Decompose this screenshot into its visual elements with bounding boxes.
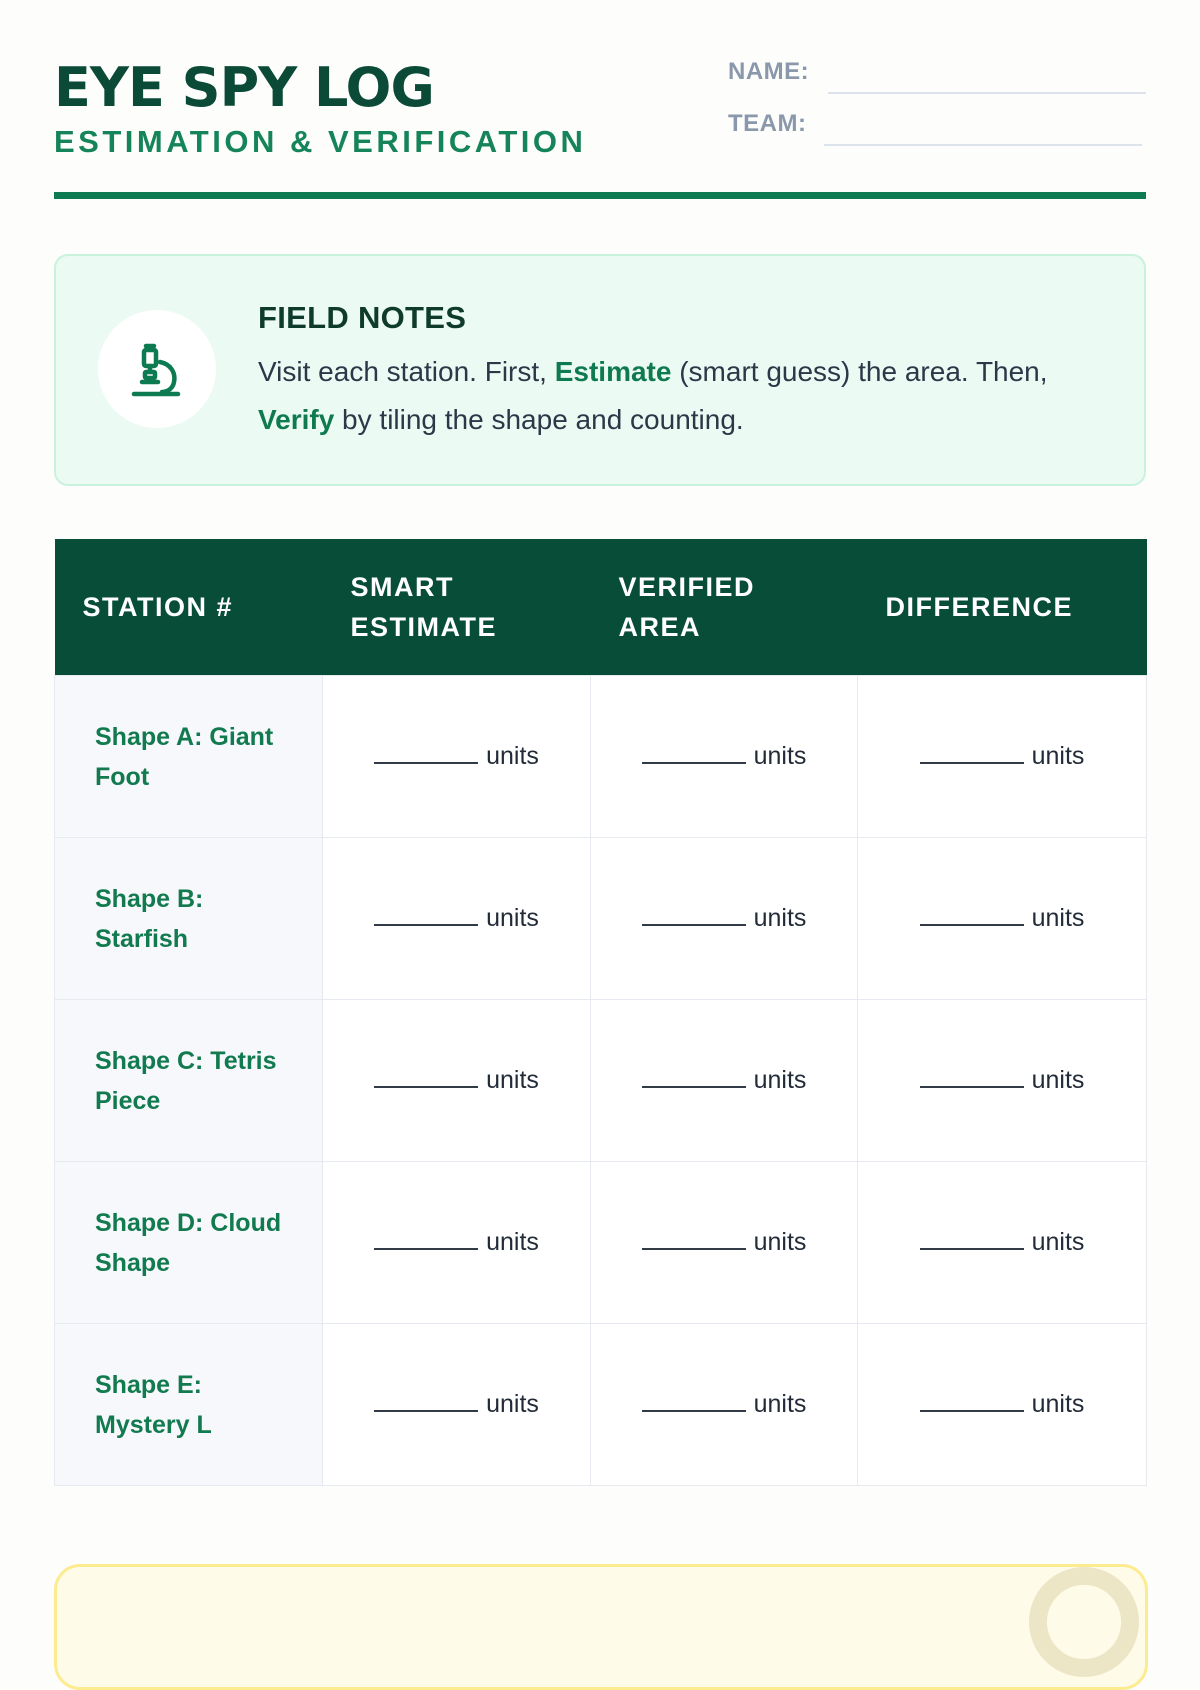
estimate-keyword: Estimate (554, 356, 672, 387)
microscope-icon (124, 336, 190, 402)
answer-blank[interactable] (374, 1248, 478, 1250)
verified-area-cell[interactable] (591, 676, 858, 838)
smart-estimate-cell[interactable] (323, 676, 591, 838)
unit-label: units (753, 742, 807, 770)
unit-label: units (753, 1228, 807, 1256)
difference-cell[interactable] (858, 1000, 1147, 1162)
unit-label: units (1031, 904, 1085, 932)
unit-label: units (1031, 742, 1085, 770)
answer-blank[interactable] (920, 762, 1024, 764)
difference-cell[interactable] (858, 676, 1147, 838)
header-divider (54, 192, 1146, 199)
answer-blank[interactable] (642, 762, 746, 764)
answer-blank[interactable] (642, 1248, 746, 1250)
smart-estimate-cell[interactable] (323, 1162, 591, 1324)
answer-blank[interactable] (642, 924, 746, 926)
verified-area-cell[interactable] (591, 838, 858, 1000)
field-notes-title: FIELD NOTES (258, 300, 467, 335)
name-field[interactable] (728, 54, 1146, 94)
smart-estimate-cell[interactable] (323, 838, 591, 1000)
table-header-row (55, 539, 1147, 676)
smart-estimate-cell[interactable] (323, 1324, 591, 1486)
answer-blank[interactable] (374, 1410, 478, 1412)
unit-label: units (753, 904, 807, 932)
team-line[interactable] (824, 144, 1142, 146)
answer-blank[interactable] (920, 924, 1024, 926)
table-row (55, 676, 1147, 838)
column-header-station: STATION # (55, 539, 323, 676)
answer-blank[interactable] (642, 1086, 746, 1088)
unit-label: units (486, 1390, 539, 1418)
verified-area-cell[interactable] (591, 1162, 858, 1324)
table-row (55, 1000, 1147, 1162)
station-name: Shape E: Mystery L (55, 1324, 323, 1486)
unit-label: units (486, 904, 539, 932)
unit-label: units (1031, 1390, 1085, 1418)
difference-cell[interactable] (858, 838, 1147, 1000)
unit-label: units (1031, 1228, 1085, 1256)
difference-cell[interactable] (858, 1162, 1147, 1324)
table-row (55, 838, 1147, 1000)
station-name: Shape B: Starfish (55, 838, 323, 1000)
table-row (55, 1162, 1147, 1324)
bottom-card (54, 1564, 1148, 1690)
table-row (55, 1324, 1147, 1486)
station-name: Shape A: Giant Foot (55, 676, 323, 838)
station-log-table (54, 539, 1147, 1486)
unit-label: units (486, 742, 539, 770)
unit-label: units (486, 1228, 539, 1256)
answer-blank[interactable] (920, 1248, 1024, 1250)
notes-text-2: (smart guess) the area. Then, (671, 356, 1048, 387)
field-notes-card (54, 254, 1146, 486)
answer-blank[interactable] (374, 1086, 478, 1088)
unit-label: units (1031, 1066, 1085, 1094)
verified-area-cell[interactable] (591, 1324, 858, 1486)
unit-label: units (753, 1066, 807, 1094)
station-name: Shape C: Tetris Piece (55, 1000, 323, 1162)
decorative-circle (1029, 1567, 1139, 1677)
header (54, 0, 1146, 200)
unit-label: units (753, 1390, 807, 1418)
column-header-smart-estimate: SMART ESTIMATE (323, 539, 591, 676)
smart-estimate-cell[interactable] (323, 1000, 591, 1162)
team-field[interactable] (728, 106, 1146, 146)
column-header-difference: DIFFERENCE (858, 539, 1147, 676)
answer-blank[interactable] (374, 924, 478, 926)
column-header-verified-area: VERIFIED AREA (591, 539, 858, 676)
answer-blank[interactable] (920, 1086, 1024, 1088)
notes-text-3: by tiling the shape and counting. (334, 404, 744, 435)
page-title: EYE SPY LOG (54, 56, 434, 119)
name-line[interactable] (828, 92, 1146, 94)
verify-keyword: Verify (258, 404, 335, 435)
answer-blank[interactable] (374, 762, 478, 764)
station-name: Shape D: Cloud Shape (55, 1162, 323, 1324)
answer-blank[interactable] (920, 1410, 1024, 1412)
answer-blank[interactable] (642, 1410, 746, 1412)
field-notes-text (258, 348, 1118, 444)
notes-text-1: Visit each station. First, (258, 356, 555, 387)
difference-cell[interactable] (858, 1324, 1147, 1486)
unit-label: units (486, 1066, 539, 1094)
page-subtitle: ESTIMATION & VERIFICATION (54, 124, 587, 159)
team-label: TEAM: (728, 110, 807, 137)
name-label: NAME: (728, 58, 810, 85)
worksheet-page (54, 0, 1146, 1439)
icon-badge (98, 310, 216, 428)
verified-area-cell[interactable] (591, 1000, 858, 1162)
